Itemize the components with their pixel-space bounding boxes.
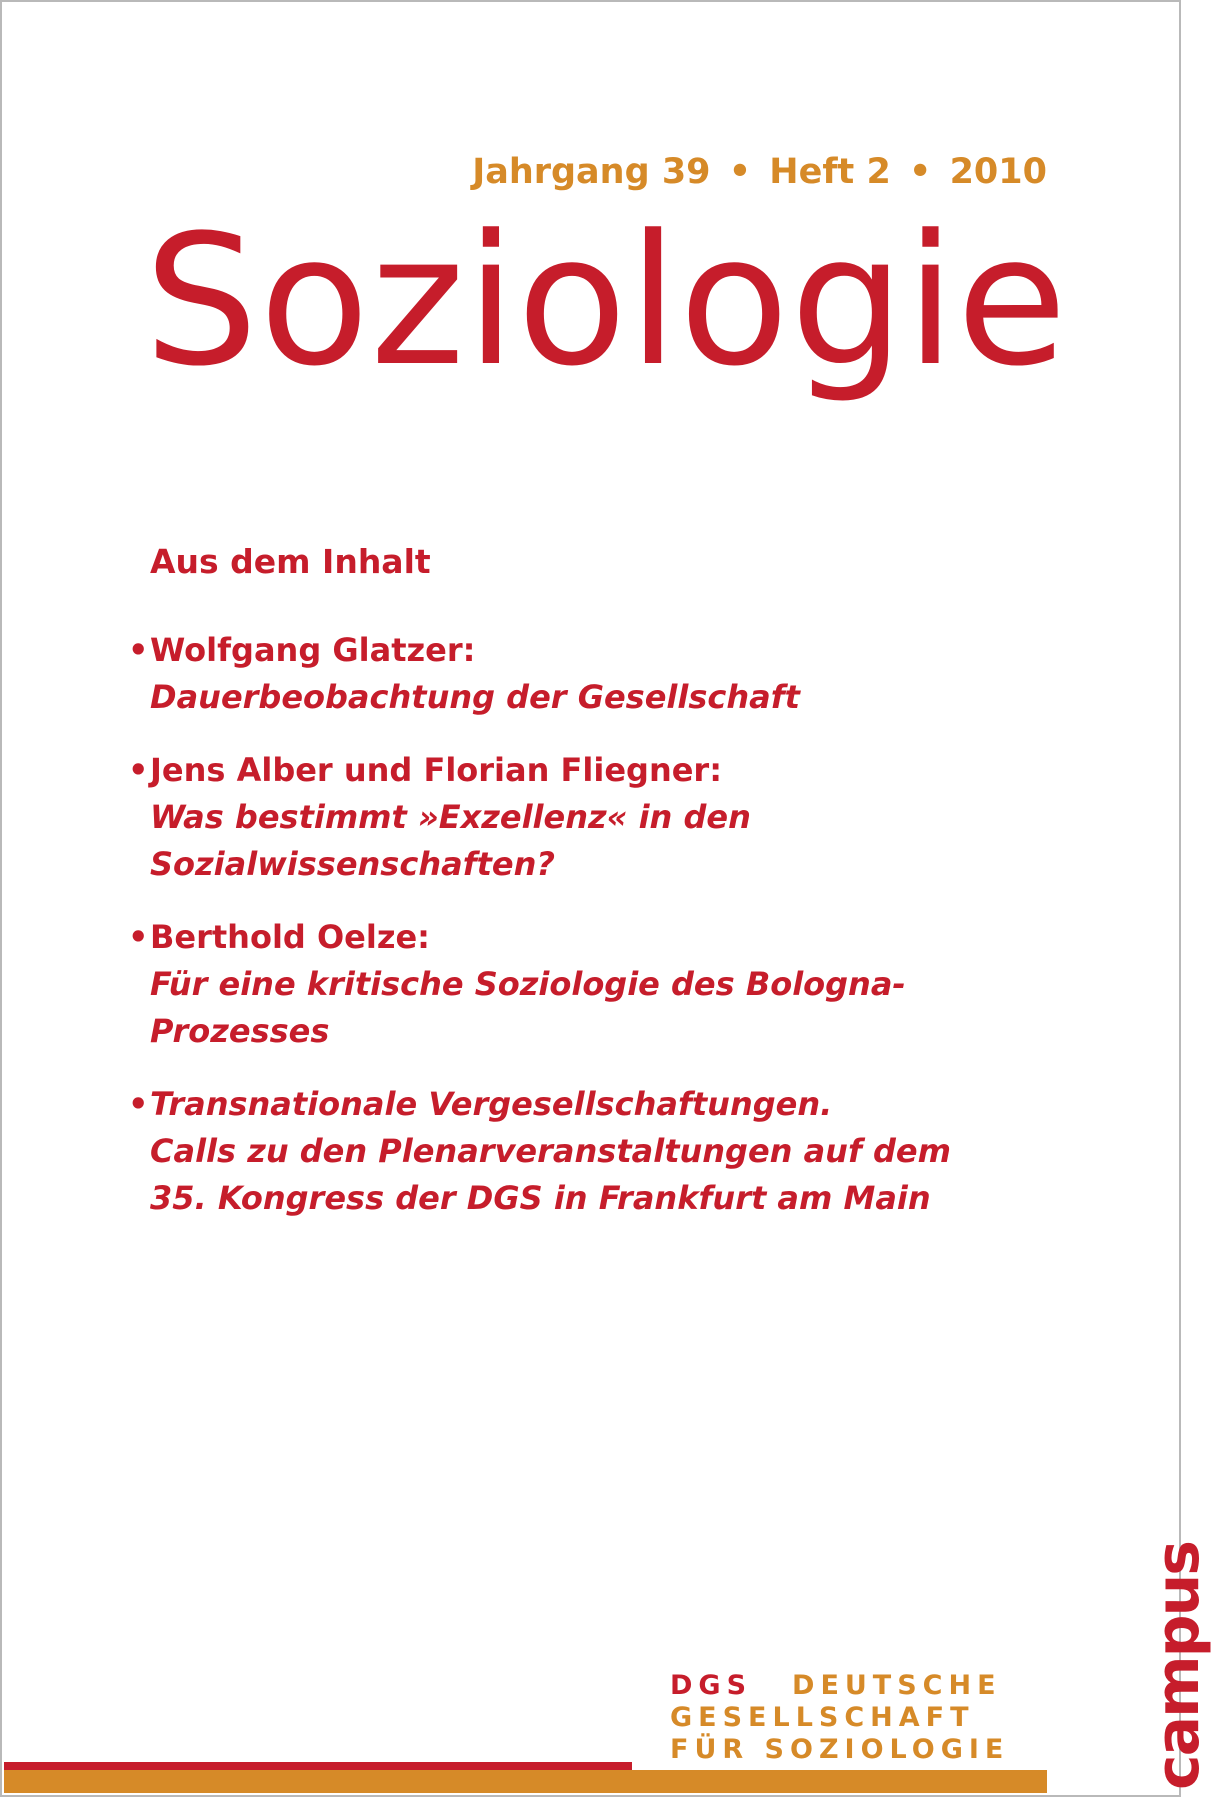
item-title: Dauerbeobachtung der Gesellschaft <box>150 678 800 716</box>
bullet: • <box>128 1085 149 1123</box>
table-of-contents <box>128 542 1019 1248</box>
item-title: Was bestimmt »Exzellenz« in den Sozialwissenschaften? <box>150 798 751 883</box>
contents-item <box>128 914 1019 1055</box>
society-name-line-2: GESELLSCHAFT <box>670 1702 975 1733</box>
journal-title: Soziologie <box>144 197 1069 406</box>
society-name-line-3: FÜR SOZIOLOGIE <box>670 1734 1010 1765</box>
item-title: Für eine kritische Soziologie des Bologna-Prozesses <box>150 965 906 1050</box>
item-author: Berthold Oelze: <box>150 918 430 956</box>
bullet: • <box>128 751 149 789</box>
contents-heading: Aus dem Inhalt <box>150 542 431 581</box>
contents-item <box>128 1081 1019 1222</box>
volume-label: Jahrgang 39 <box>472 152 711 192</box>
red-stripe <box>4 1762 632 1770</box>
contents-item <box>128 747 1019 888</box>
issue-label: Heft 2 <box>769 152 891 192</box>
society-abbreviation: DGS <box>670 1670 753 1701</box>
item-title: Transnationale Vergesellschaftungen. Calls zu den Plenarveranstaltungen auf dem 35. Kongress der DGS in Frankfurt am Main <box>150 1085 951 1217</box>
orange-stripe <box>4 1770 1047 1793</box>
item-author: Jens Alber und Florian Fliegner: <box>150 751 722 789</box>
contents-item <box>128 627 1019 721</box>
publisher-logo: campus <box>1143 1542 1213 1790</box>
bullet: • <box>128 631 149 669</box>
item-author: Wolfgang Glatzer: <box>150 631 476 669</box>
separator-dot: • <box>728 152 752 192</box>
year-label: 2010 <box>949 152 1047 192</box>
separator-dot: • <box>909 152 932 192</box>
society-name-line-1: DEUTSCHE <box>792 1670 1002 1701</box>
issue-info <box>472 152 1047 192</box>
society-logo <box>670 1670 1009 1766</box>
bullet: • <box>128 918 149 956</box>
